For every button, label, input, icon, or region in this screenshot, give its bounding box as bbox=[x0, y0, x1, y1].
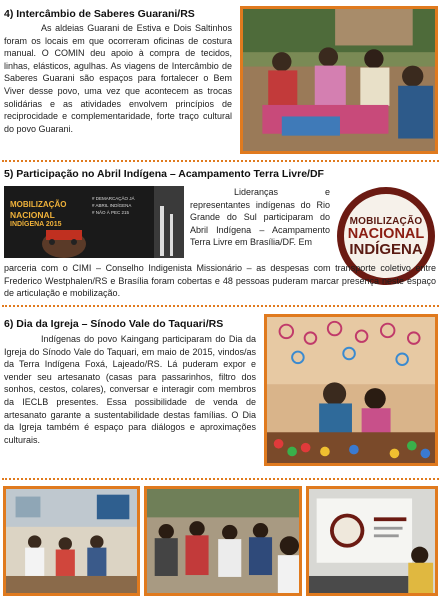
section-5-title: 5) Participação no Abril Indígena – Acampamento Terra Livre/DF bbox=[4, 168, 324, 180]
meeting-room-photo bbox=[3, 486, 140, 596]
section-6-text bbox=[4, 333, 256, 446]
section-divider bbox=[2, 305, 439, 307]
banner-title-line1: MOBILIZAÇÃO bbox=[10, 200, 67, 209]
badge-line3: INDÍGENA bbox=[349, 240, 423, 258]
presentation-photo bbox=[306, 486, 438, 596]
banner-hashtag-1: # DEMARCAÇÃO JÁ bbox=[92, 196, 135, 201]
section-6-title: 6) Dia da Igreja – Sínodo Vale do Taquari/RS bbox=[4, 318, 224, 330]
banner-hashtag-2: # ABRIL INDÍGENA bbox=[92, 203, 132, 208]
section-4-paragraph: As aldeias Guarani de Estiva e Dois Saltinhos foram os locais em que ocorreram oficinas de costura manual. O COMIN deu apoio à compra de tecidos, linhas, elásticos, agulhas. As viagens de Intercâmbio de Saberes Guarani são espaços para fortalecer o Bem Viver desse povo, uma vez que acontecem as trocas solidárias e as atividades envolvem princípios de reciprocidade e complementaridade, forte traço cultural do povo Guarani. bbox=[4, 23, 232, 134]
section-6-paragraph: Indígenas do povo Kaingang participaram do Dia da Igreja do Sínodo Vale do Taquari, em maio de 2015, vindos/as da Terra Indígena Foxá, Lajeado/RS. Lá puderam expor e vender seu artesanato (casas para passarinhos, filtro dos sonhos, cestos, colares), conversar e interagir com membros da IECLB presentes. Essa possibilidade de venda de artesanato garante a sustentabilidade destas famílias. O Dia da Igreja também é espaço para diálogos e aproximações culturais. bbox=[4, 334, 256, 445]
mobilization-banner-image bbox=[4, 186, 184, 258]
section-5-text-wide bbox=[4, 262, 436, 300]
section-4-text bbox=[4, 22, 232, 135]
section-divider bbox=[2, 478, 439, 480]
assembly-photo bbox=[144, 486, 302, 596]
kaingang-crafts-photo bbox=[264, 314, 438, 466]
badge-line2: NACIONAL bbox=[347, 225, 425, 242]
banner-hashtag-3: # NÃO À PEC 215 bbox=[92, 210, 130, 215]
section-4-title: 4) Intercâmbio de Saberes Guarani/RS bbox=[4, 8, 195, 20]
section-divider bbox=[2, 160, 439, 162]
section-5-paragraph-part2: parceria com o CIMI – Conselho Indigenista Missionário – as despesas com transporte coletivo entre Frederico Westphalen/RS e Brasília foram cobertas e 48 pessoas puderam marcar presença neste espaço de articulação e mobilização. bbox=[4, 263, 436, 299]
banner-title-line2: NACIONAL bbox=[10, 210, 55, 220]
badge-line1: MOBILIZAÇÃO bbox=[349, 215, 423, 227]
section-5-paragraph-part1: Lideranças e representantes indígenas do Rio Grande do Sul participaram do Abril Indígena – Acampamento Terra Livre em Brasília/DF. Em bbox=[190, 187, 330, 248]
guarani-workshop-photo bbox=[240, 6, 438, 154]
banner-title-line3: INDÍGENA 2015 bbox=[10, 221, 62, 228]
section-5-text-narrow bbox=[190, 186, 330, 249]
